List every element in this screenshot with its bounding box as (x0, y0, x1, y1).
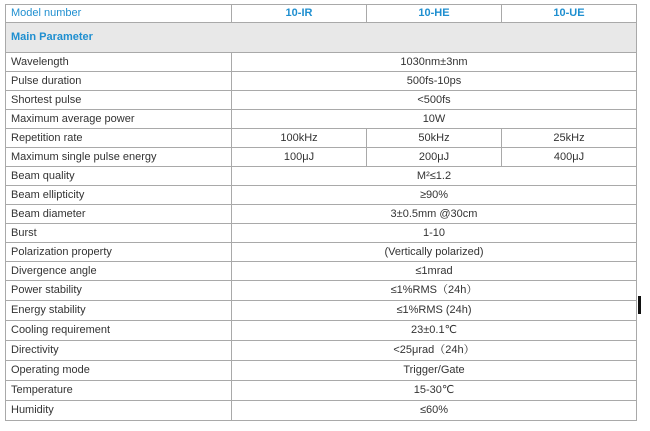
table-row (6, 72, 637, 91)
param-label: Cooling requirement (6, 321, 232, 341)
param-value: 3±0.5mm @30cm (232, 205, 637, 224)
param-label: Burst (6, 224, 232, 243)
param-label: Operating mode (6, 361, 232, 381)
param-value: 1-10 (232, 224, 637, 243)
param-value: ≤1%RMS (24h) (232, 301, 637, 321)
model-10-ue: 10-UE (502, 5, 637, 23)
param-label: Beam diameter (6, 205, 232, 224)
spec-table (5, 4, 637, 421)
table-row (6, 224, 637, 243)
param-value: M²≤1.2 (232, 167, 637, 186)
param-value: 100kHz (232, 129, 367, 148)
param-value: 100μJ (232, 148, 367, 167)
table-row (6, 381, 637, 401)
param-value: 500fs-10ps (232, 72, 637, 91)
param-label: Divergence angle (6, 262, 232, 281)
param-value: ≤1%RMS（24h） (232, 281, 637, 301)
param-label: Polarization property (6, 243, 232, 262)
param-value: 15-30℃ (232, 381, 637, 401)
param-value: <25μrad（24h） (232, 341, 637, 361)
table-row (6, 321, 637, 341)
spec-body (6, 53, 637, 421)
table-row (6, 205, 637, 224)
table-row (6, 401, 637, 421)
table-row (6, 148, 637, 167)
table-row (6, 167, 637, 186)
param-value: ≤60% (232, 401, 637, 421)
table-row (6, 262, 637, 281)
param-value: 1030nm±3nm (232, 53, 637, 72)
param-label: Power stability (6, 281, 232, 301)
param-label: Pulse duration (6, 72, 232, 91)
param-label: Maximum single pulse energy (6, 148, 232, 167)
table-row (6, 110, 637, 129)
table-row (6, 361, 637, 381)
header-row (6, 5, 637, 23)
param-value: ≥90% (232, 186, 637, 205)
table-row (6, 243, 637, 262)
param-label: Energy stability (6, 301, 232, 321)
param-label: Directivity (6, 341, 232, 361)
param-label: Beam quality (6, 167, 232, 186)
param-value: ≤1mrad (232, 262, 637, 281)
table-row (6, 301, 637, 321)
param-label: Humidity (6, 401, 232, 421)
param-value: <500fs (232, 91, 637, 110)
table-row (6, 281, 637, 301)
param-label: Temperature (6, 381, 232, 401)
param-value: 50kHz (367, 129, 502, 148)
table-row (6, 186, 637, 205)
param-value: 25kHz (502, 129, 637, 148)
table-row (6, 129, 637, 148)
param-value: 200μJ (367, 148, 502, 167)
model-10-he: 10-HE (367, 5, 502, 23)
param-value: 400μJ (502, 148, 637, 167)
table-row (6, 53, 637, 72)
param-label: Repetition rate (6, 129, 232, 148)
table-row (6, 341, 637, 361)
model-10-ir: 10-IR (232, 5, 367, 23)
param-value: 23±0.1℃ (232, 321, 637, 341)
param-label: Beam ellipticity (6, 186, 232, 205)
section-row (6, 23, 637, 53)
param-label: Shortest pulse (6, 91, 232, 110)
param-label: Maximum average power (6, 110, 232, 129)
table-row (6, 91, 637, 110)
side-marker (638, 296, 641, 314)
header-label: Model number (6, 5, 232, 23)
param-value: (Vertically polarized) (232, 243, 637, 262)
param-value: Trigger/Gate (232, 361, 637, 381)
param-value: 10W (232, 110, 637, 129)
param-label: Wavelength (6, 53, 232, 72)
section-title: Main Parameter (6, 23, 637, 53)
